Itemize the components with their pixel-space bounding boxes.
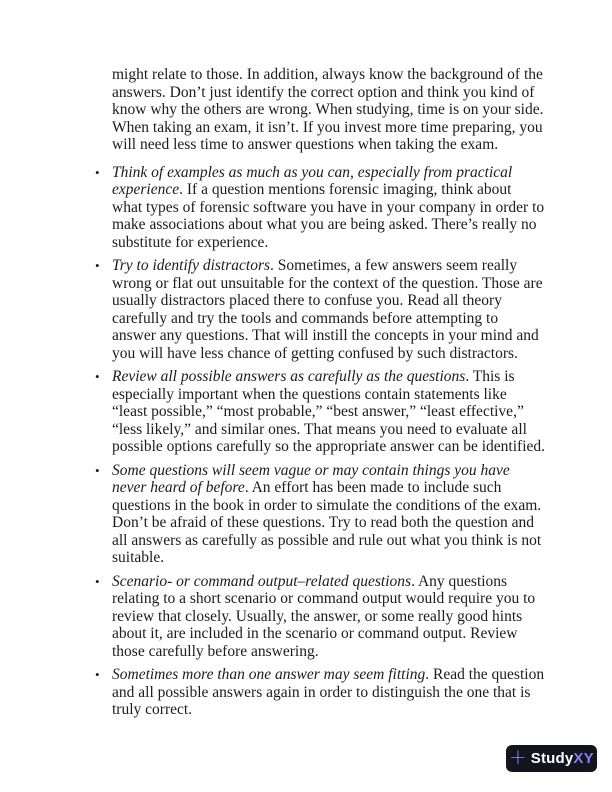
bullet-body-text: . If a question mentions forensic imaging, think about what types of forensic software you have in your company in order to make associations about what you are being asked. There’s really no substitute for experience.	[112, 181, 545, 251]
bullet-item	[95, 257, 545, 362]
bullet-marker-icon: •	[95, 258, 100, 273]
logo-text-xy: XY	[573, 749, 594, 767]
bullet-marker-icon: •	[95, 462, 100, 478]
document-page	[95, 66, 546, 725]
bullet-lead-italic: Try to identify distractors	[112, 257, 271, 274]
bullet-item	[95, 368, 546, 456]
bullet-marker-icon: •	[95, 573, 100, 589]
bullet-body-text: . Read the question and all possible answers again in order to distinguish the one that is truly correct.	[112, 666, 545, 718]
bullet-lead-italic: Review all possible answers as carefully as the questions	[112, 368, 466, 385]
intro-paragraph: might relate to those. In addition, always know the background of the answers. Don’t just identify the correct option and think you kind of know why the others are wrong. When studying, time is on your side. When taking an exam, it isn’t. If you invest more time preparing, you will need less time to answer questions when taking the exam.	[112, 66, 544, 153]
bullet-item	[95, 572, 545, 661]
bullet-item	[95, 163, 545, 252]
bullet-lead-italic: Think of examples as much as you can, especially from practical experience	[112, 163, 513, 198]
bullet-marker-icon: •	[95, 667, 100, 682]
bullet-list	[95, 163, 546, 719]
bullet-body-text: . This is especially important when the questions contain statements like “least possible,” “most probable,” “best answer,” “least effective,” “less likely,” and similar ones. That means you need to evaluate all possible options carefully so the appropriate answer can be identified.	[112, 368, 546, 455]
bullet-item	[95, 666, 545, 719]
bullet-body-text: . Any questions relating to a short scenario or command output would require you to review that closely. Usually, the answer, or some really good hints about it, are included in the scenario or command output. Review those carefully before answering.	[112, 572, 536, 660]
bullet-marker-icon: •	[95, 164, 100, 180]
logo-text-study: Study	[530, 749, 574, 767]
studyxy-logo	[506, 745, 597, 772]
bullet-lead-italic: Scenario- or command output–related questions	[112, 572, 412, 590]
bullet-item	[95, 461, 545, 567]
bullet-marker-icon: •	[95, 369, 100, 384]
bullet-lead-italic: Some questions will seem vague or may contain things you have never heard of before	[112, 461, 510, 496]
bullet-lead-italic: Sometimes more than one answer may seem fitting	[112, 666, 426, 683]
plus-icon: +	[509, 745, 527, 769]
logo-wordmark	[531, 750, 594, 768]
bullet-body-text: . An effort has been made to include such questions in the book in order to simulate the conditions of the exam. Don’t be afraid of these questions. Try to read both the question and all answers as carefully as possible and rule out what you think is not suitable.	[112, 479, 542, 566]
bullet-body-text: . Sometimes, a few answers seem really wrong or flat out unsuitable for the context of the question. Those are usually distractors placed there to confuse you. Read all theory carefully and try the tools and commands before attempting to answer any questions. That will instill the concepts in your mind and you will have less chance of getting confused by such distractors.	[112, 257, 543, 362]
